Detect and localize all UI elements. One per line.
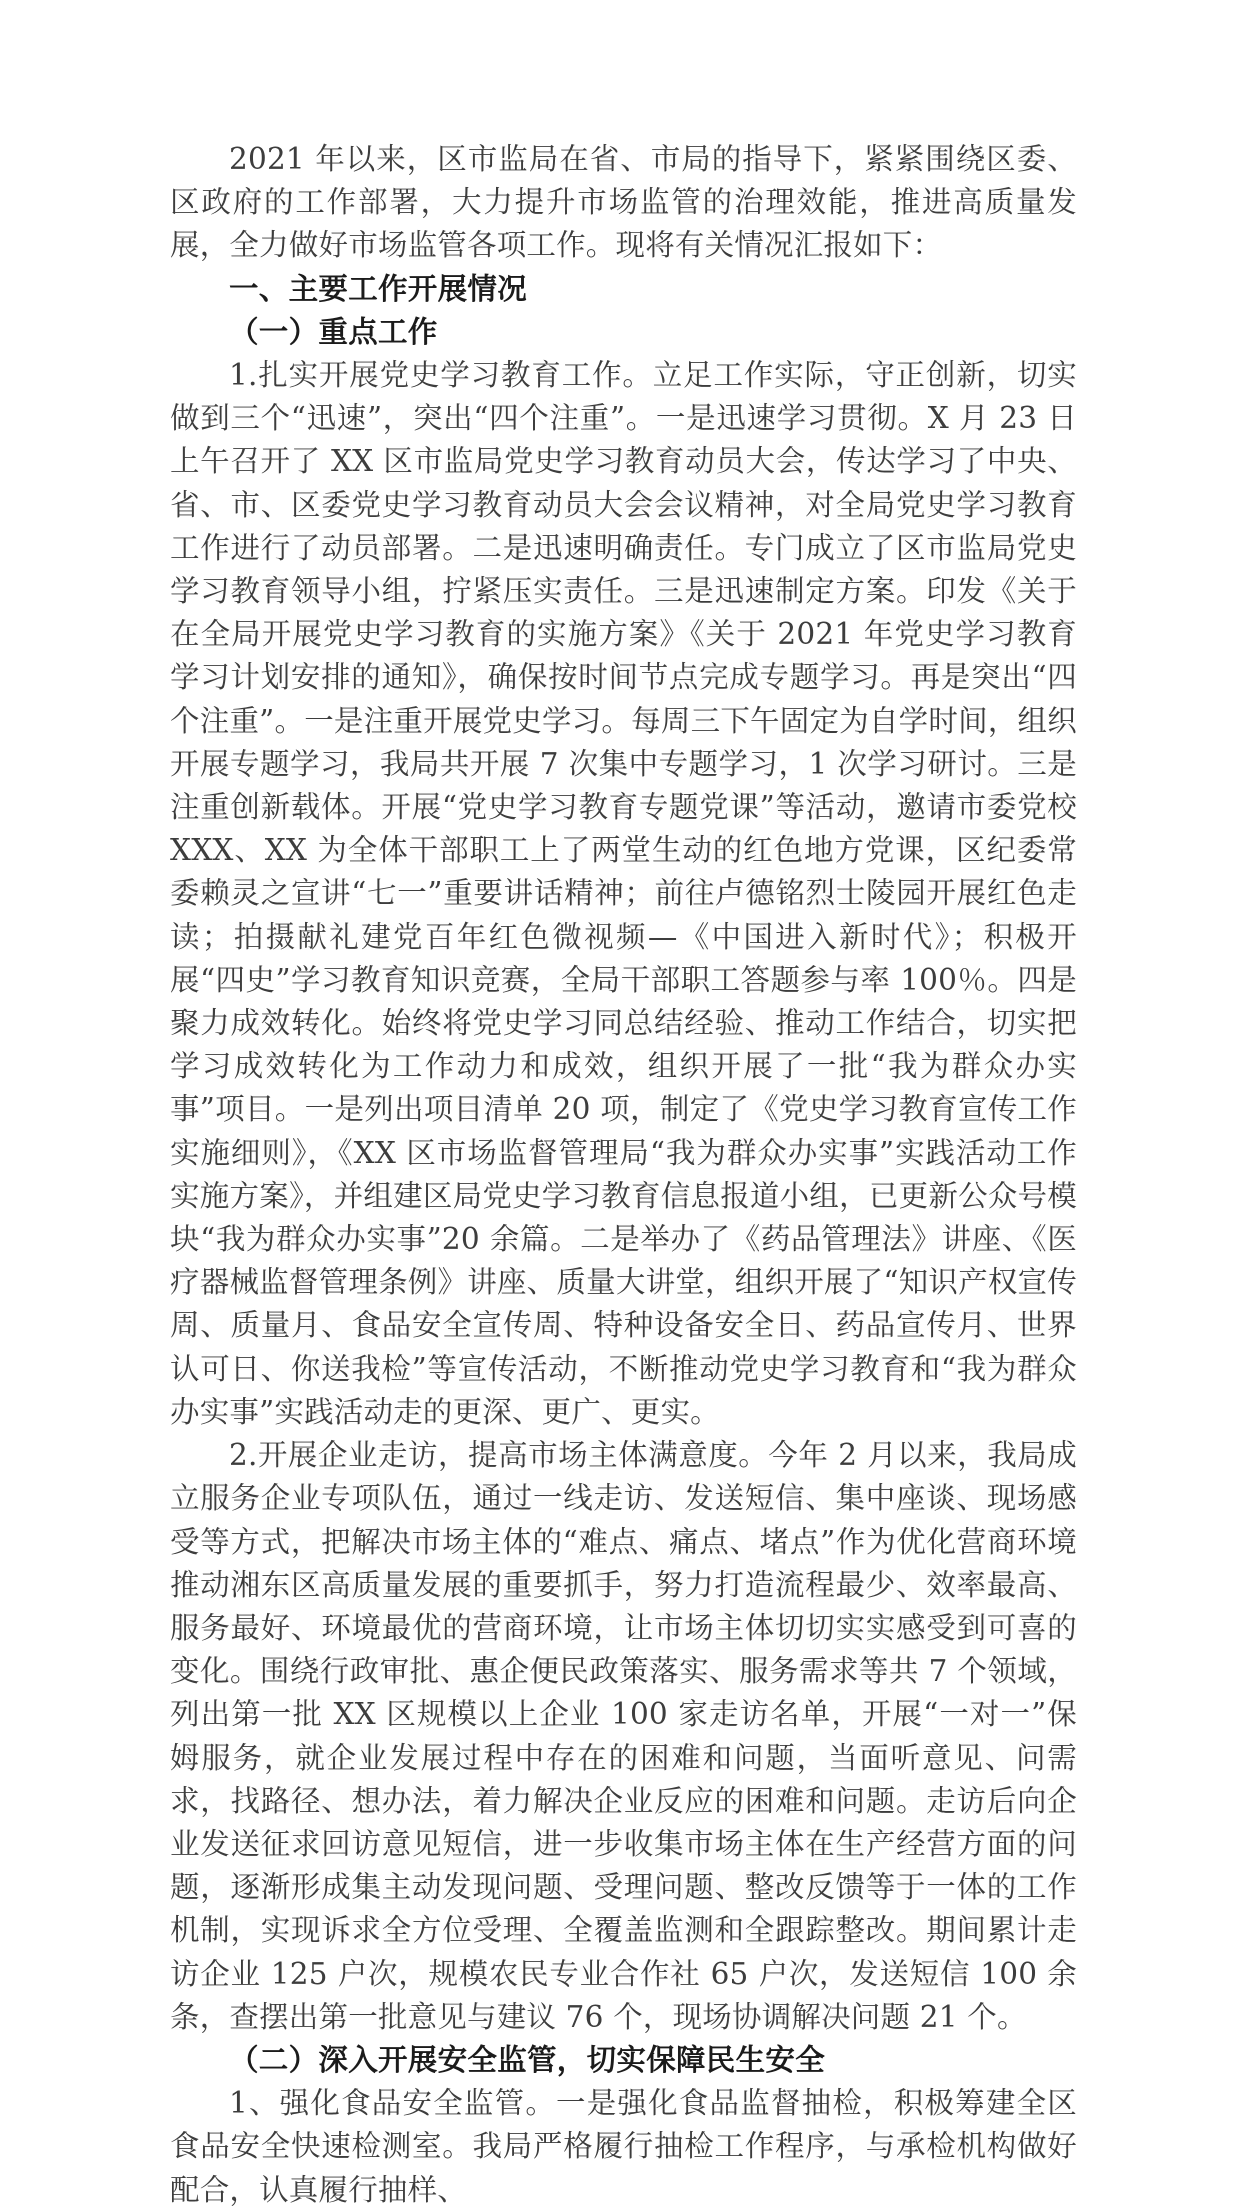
subheading-1-2: （二）深入开展安全监管，切实保障民生安全 <box>229 2042 826 2077</box>
subheading-1-1: （一）重点工作 <box>229 314 438 349</box>
intro-paragraph: 2021 年以来，区市监局在省、市局的指导下，紧紧围绕区委、区政府的工作部署，大力提升市场监管的治理效能，推进高质量发展，全力做好市场监管各项工作。现将有关情况汇报如下： <box>170 142 1077 263</box>
item-2-enterprise-visits: 2.开展企业走访，提高市场主体满意度。今年 2 月以来，我局成立服务企业专项队伍，通过一线走访、发送短信、集中座谈、现场感受等方式，把解决市场主体的“难点、痛点、堵点”作为优化营商环境推动湘东区高质量发展的重要抓手，努力打造流程最少、效率最高、服务最好、环境最优的营商环境，让市场主体切切实实感受到可喜的变化。围绕行政审批、惠企便民政策落实、服务需求等共 7 个领域，列出第一批 XX 区规模以上企业 100 家走访名单，开展“一对一”保姆服务，就企业发展过程中存在的困难和问题，当面听意见、问需求，找路径、想办法，着力解决企业反应的困难和问题。走访后向企业发送征求回访意见短信，进一步收集市场主体在生产经营方面的问题，逐渐形成集主动发现问题、受理问题、整改反馈等于一体的工作机制，实现诉求全方位受理、全覆盖监测和全跟踪整改。期间累计走访企业 125 户次，规模农民专业合作社 65 户次，发送短信 100 余条，查摆出第一批意见与建议 76 个，现场协调解决问题 21 个。 <box>170 1438 1077 2034</box>
item-1-party-history: 1.扎实开展党史学习教育工作。立足工作实际，守正创新，切实做到三个“迅速”，突出“四个注重”。一是迅速学习贯彻。X 月 23 日上午召开了 XX 区市监局党史学习教育动员大会，传达学习了中央、省、市、区委党史学习教育动员大会会议精神，对全局党史学习教育工作进行了动员部署。二是迅速明确责任。专门成立了区市监局党史学习教育领导小组，拧紧压实责任。三是迅速制定方案。印发《关于在全局开展党史学习教育的实施方案》《关于 2021 年党史学习教育学习计划安排的通知》，确保按时间节点完成专题学习。再是突出“四个注重”。一是注重开展党史学习。每周三下午固定为自学时间，组织开展专题学习，我局共开展 7 次集中专题学习，1 次学习研讨。三是注重创新载体。开展“党史学习教育专题党课”等活动，邀请市委党校 XXX、XX 为全体干部职工上了两堂生动的红色地方党课，区纪委常委赖灵之宣讲“七一”重要讲话精神；前往卢德铭烈士陵园开展红色走读；拍摄献礼建党百年红色微视频—《中国进入新时代》；积极开展“四史”学习教育知识竞赛，全局干部职工答题参与率 100％。四是聚力成效转化。始终将党史学习同总结经验、推动工作结合，切实把学习成效转化为工作动力和成效，组织开展了一批“我为群众办实事”项目。一是列出项目清单 20 项，制定了《党史学习教育宣传工作实施细则》，《XX 区市场监督管理局“我为群众办实事”实践活动工作实施方案》，并组建区局党史学习教育信息报道小组，已更新公众号模块“我为群众办实事”20 余篇。二是举办了《药品管理法》讲座、《医疗器械监督管理条例》讲座、质量大讲堂，组织开展了“知识产权宣传周、质量月、食品安全宣传周、特种设备安全日、药品宣传月、世界认可日、你送我检”等宣传活动，不断推动党史学习教育和“我为群众办实事”实践活动走的更深、更广、更实。 <box>170 358 1077 1429</box>
item-3-food-safety: 1、强化食品安全监管。一是强化食品监督抽检，积极筹建全区食品安全快速检测室。我局严格履行抽检工作程序，与承检机构做好配合，认真履行抽样、 <box>170 2086 1077 2207</box>
document-body <box>170 138 1077 2212</box>
heading-section-1: 一、主要工作开展情况 <box>229 271 528 306</box>
